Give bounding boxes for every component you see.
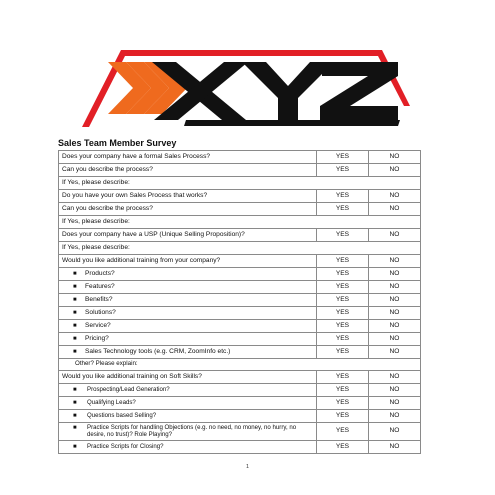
yes-option[interactable]: YES <box>317 333 369 346</box>
no-option[interactable]: NO <box>369 333 421 346</box>
no-option[interactable]: NO <box>369 255 421 268</box>
survey-title: Sales Team Member Survey <box>58 138 177 148</box>
yes-option[interactable]: YES <box>317 423 369 441</box>
no-option[interactable]: NO <box>369 294 421 307</box>
bullet-icon: ■ <box>73 425 77 432</box>
no-option[interactable]: NO <box>369 164 421 177</box>
bullet-icon: ■ <box>73 322 77 329</box>
describe-cell[interactable]: If Yes, please describe: <box>59 242 421 255</box>
no-option[interactable]: NO <box>369 307 421 320</box>
xyz-logo <box>0 0 495 140</box>
question-cell: ■ Features? <box>59 281 317 294</box>
table-row <box>59 307 421 320</box>
table-row <box>59 151 421 164</box>
yes-option[interactable]: YES <box>317 346 369 359</box>
no-option[interactable]: NO <box>369 190 421 203</box>
page-number: 1 <box>245 464 250 470</box>
yes-option[interactable]: YES <box>317 410 369 423</box>
logo-letter-z <box>320 62 398 120</box>
describe-cell[interactable]: Other? Please explain: <box>59 359 421 371</box>
question-cell: ■ Qualifying Leads? <box>59 397 317 410</box>
describe-cell[interactable]: If Yes, please describe: <box>59 216 421 229</box>
bullet-icon: ■ <box>73 386 77 393</box>
question-cell: ■ Questions based Selling? <box>59 410 317 423</box>
question-cell: ■ Pricing? <box>59 333 317 346</box>
bullet-icon: ■ <box>73 296 77 303</box>
yes-option[interactable]: YES <box>317 320 369 333</box>
question-cell: Can you describe the process? <box>59 164 317 177</box>
yes-option[interactable]: YES <box>317 441 369 454</box>
table-row <box>59 190 421 203</box>
no-option[interactable]: NO <box>369 441 421 454</box>
question-cell: ■ Products? <box>59 268 317 281</box>
survey-table <box>58 150 421 454</box>
question-cell: ■ Solutions? <box>59 307 317 320</box>
table-row <box>59 441 421 454</box>
table-row <box>59 320 421 333</box>
table-row <box>59 384 421 397</box>
bullet-icon: ■ <box>73 443 77 450</box>
table-row <box>59 333 421 346</box>
no-option[interactable]: NO <box>369 423 421 441</box>
yes-option[interactable]: YES <box>317 294 369 307</box>
no-option[interactable]: NO <box>369 281 421 294</box>
bullet-icon: ■ <box>73 335 77 342</box>
table-row <box>59 281 421 294</box>
table-row <box>59 371 421 384</box>
question-cell: Would you like additional training on Soft Skills? <box>59 371 317 384</box>
question-cell: Would you like additional training from your company? <box>59 255 317 268</box>
yes-option[interactable]: YES <box>317 203 369 216</box>
question-cell: Does your company have a formal Sales Process? <box>59 151 317 164</box>
no-option[interactable]: NO <box>369 229 421 242</box>
no-option[interactable]: NO <box>369 203 421 216</box>
table-row <box>59 346 421 359</box>
yes-option[interactable]: YES <box>317 384 369 397</box>
table-row <box>59 177 421 190</box>
no-option[interactable]: NO <box>369 320 421 333</box>
question-cell: ■ Prospecting/Lead Generation? <box>59 384 317 397</box>
question-cell: ■ Practice Scripts for handling Objections (e.g. no need, no money, no hurry, no desire, no trust)? Role Playing? <box>59 423 317 441</box>
no-option[interactable]: NO <box>369 268 421 281</box>
no-option[interactable]: NO <box>369 371 421 384</box>
question-cell: ■ Sales Technology tools (e.g. CRM, ZoomInfo etc.) <box>59 346 317 359</box>
question-cell: ■ Benefits? <box>59 294 317 307</box>
table-row <box>59 359 421 371</box>
yes-option[interactable]: YES <box>317 397 369 410</box>
no-option[interactable]: NO <box>369 410 421 423</box>
no-option[interactable]: NO <box>369 384 421 397</box>
bullet-icon: ■ <box>73 283 77 290</box>
question-cell: Do you have your own Sales Process that works? <box>59 190 317 203</box>
table-row <box>59 255 421 268</box>
bullet-icon: ■ <box>73 348 77 355</box>
table-row <box>59 268 421 281</box>
yes-option[interactable]: YES <box>317 268 369 281</box>
table-row <box>59 242 421 255</box>
table-row <box>59 294 421 307</box>
bullet-icon: ■ <box>73 412 77 419</box>
describe-cell[interactable]: If Yes, please describe: <box>59 177 421 190</box>
table-row <box>59 229 421 242</box>
bullet-icon: ■ <box>73 270 77 277</box>
yes-option[interactable]: YES <box>317 229 369 242</box>
question-cell: Does your company have a USP (Unique Selling Proposition)? <box>59 229 317 242</box>
yes-option[interactable]: YES <box>317 281 369 294</box>
no-option[interactable]: NO <box>369 397 421 410</box>
bullet-icon: ■ <box>73 309 77 316</box>
yes-option[interactable]: YES <box>317 164 369 177</box>
no-option[interactable]: NO <box>369 346 421 359</box>
yes-option[interactable]: YES <box>317 190 369 203</box>
yes-option[interactable]: YES <box>317 371 369 384</box>
yes-option[interactable]: YES <box>317 307 369 320</box>
question-cell: ■ Service? <box>59 320 317 333</box>
table-row <box>59 423 421 441</box>
bullet-icon: ■ <box>73 399 77 406</box>
table-row <box>59 203 421 216</box>
question-cell: Can you describe the process? <box>59 203 317 216</box>
no-option[interactable]: NO <box>369 151 421 164</box>
question-cell: ■ Practice Scripts for Closing? <box>59 441 317 454</box>
yes-option[interactable]: YES <box>317 255 369 268</box>
table-row <box>59 397 421 410</box>
logo-base-bar <box>184 120 400 126</box>
table-row <box>59 164 421 177</box>
table-row <box>59 216 421 229</box>
yes-option[interactable]: YES <box>317 151 369 164</box>
table-row <box>59 410 421 423</box>
